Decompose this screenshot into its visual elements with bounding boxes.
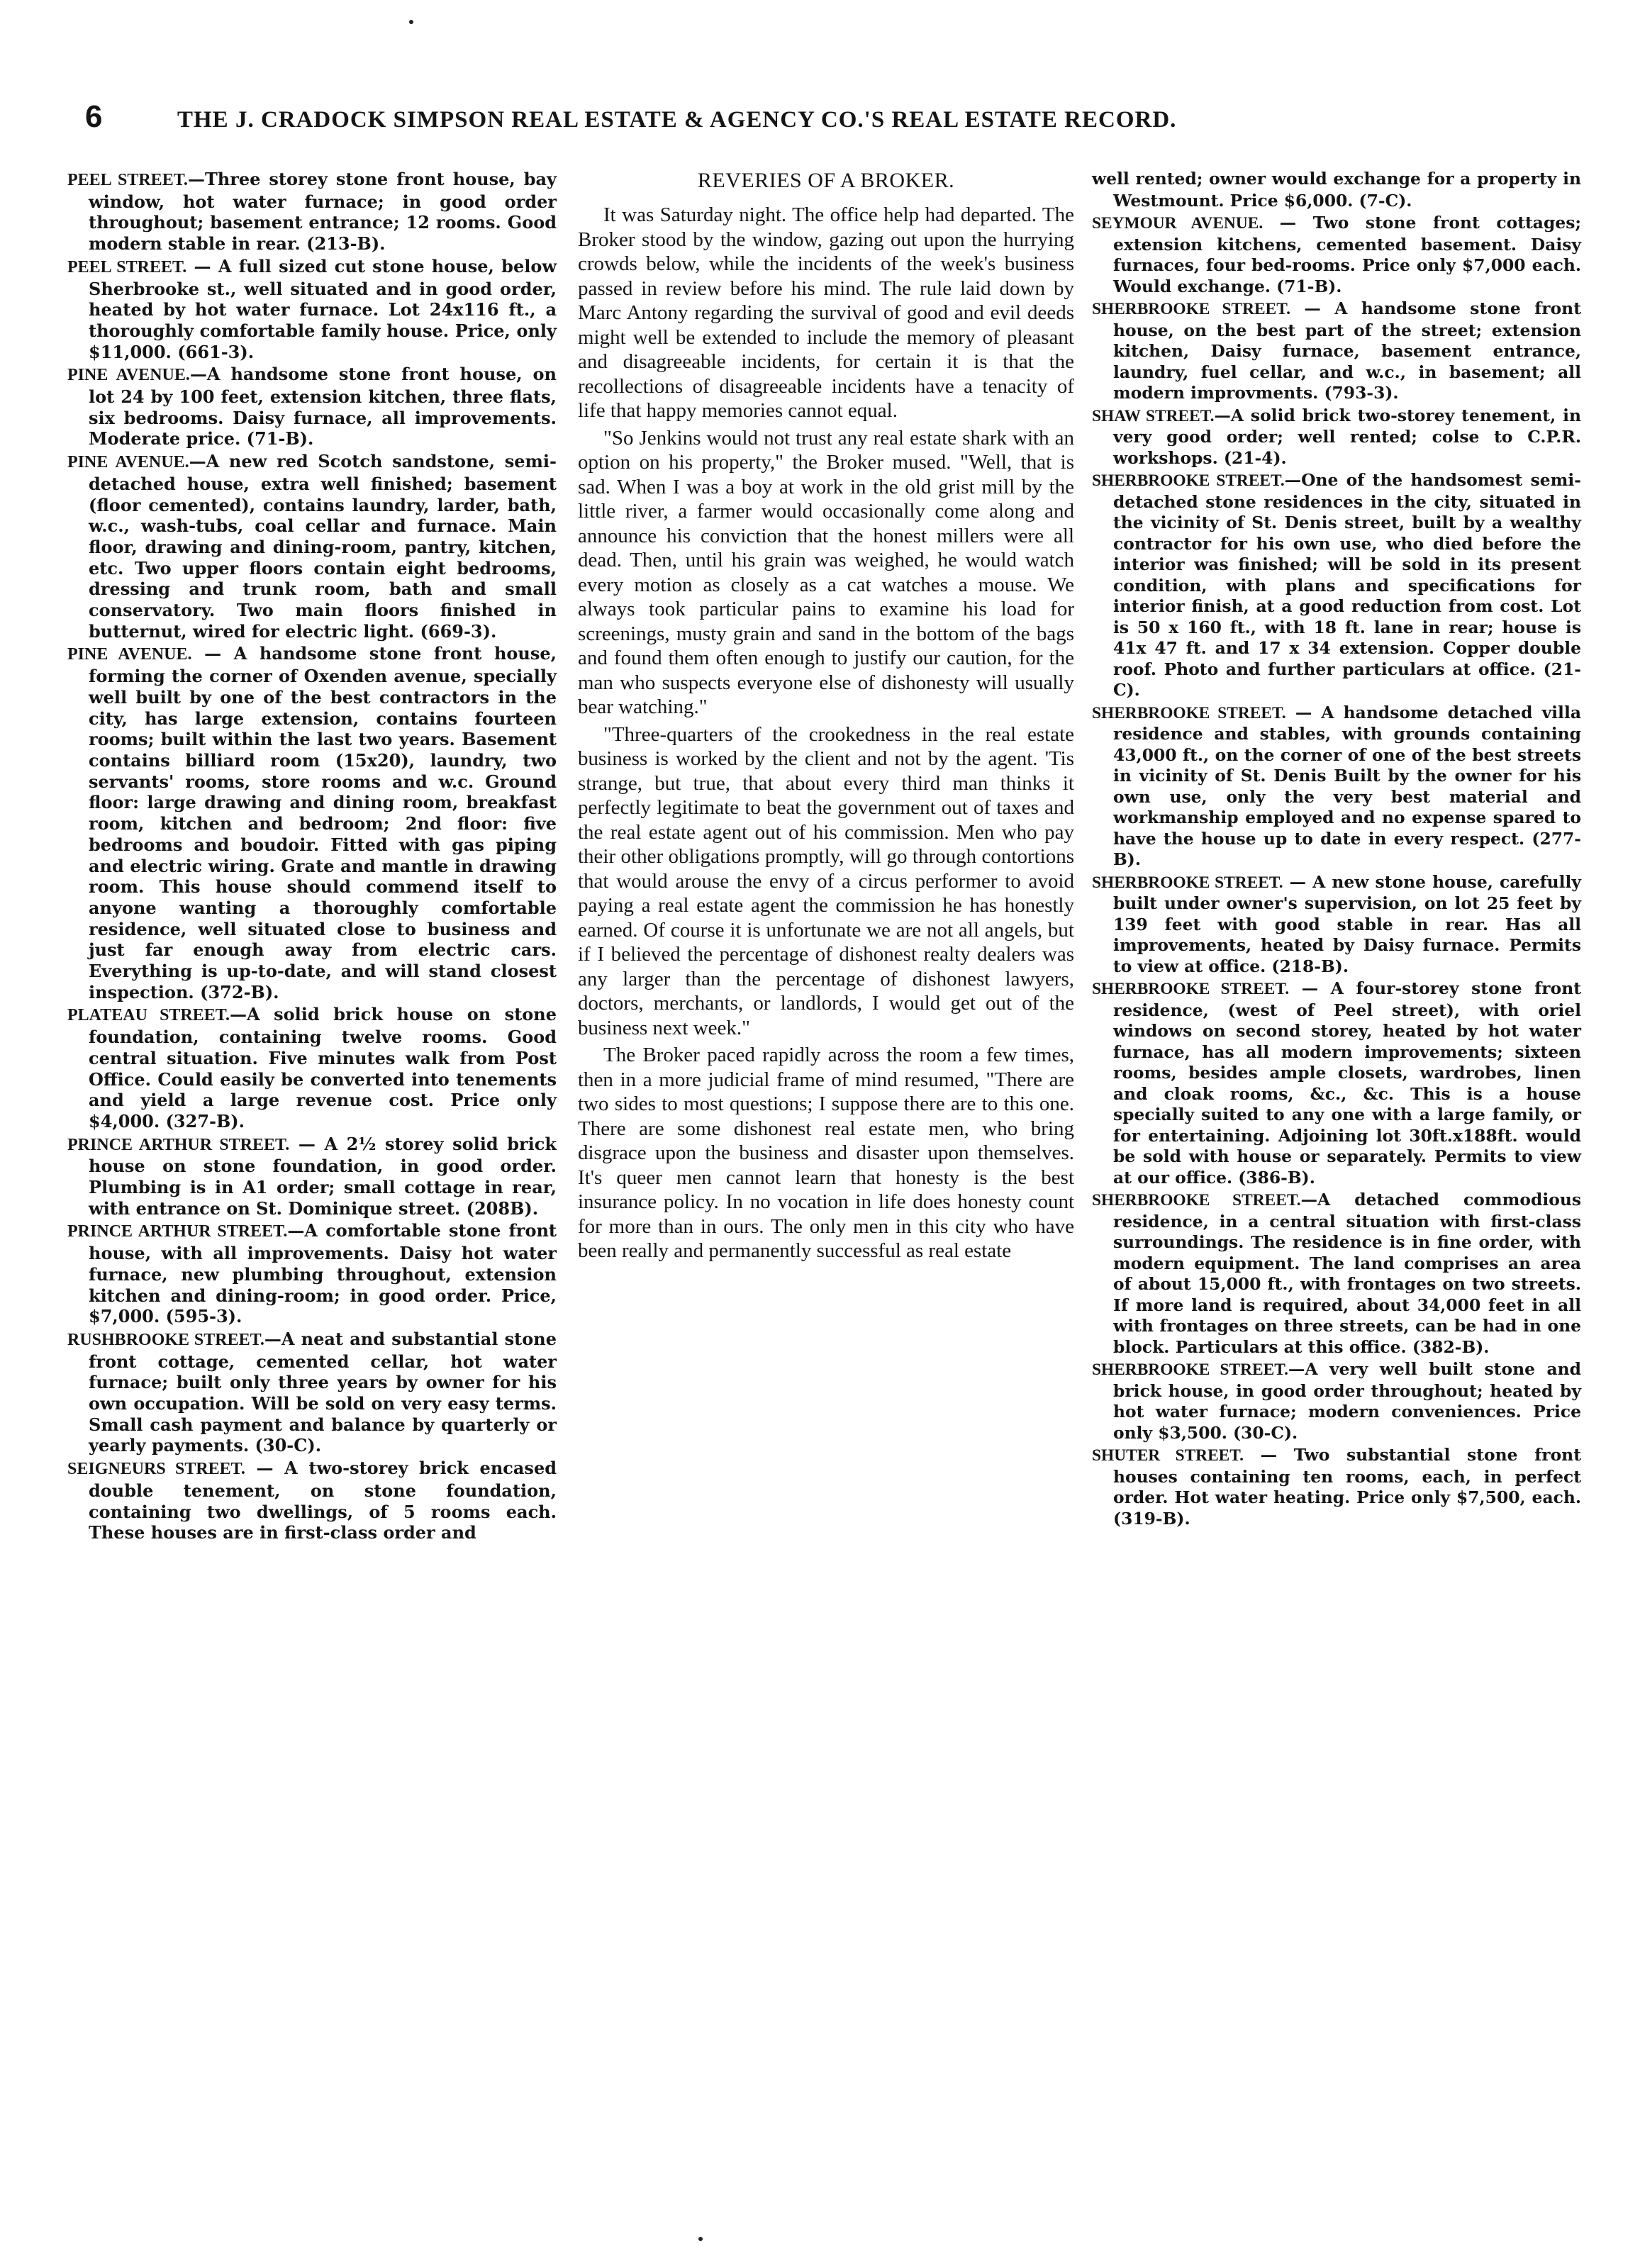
property-listing [1092,470,1581,701]
listing-description: —A handsome stone front house, on lot 24 by 100 feet, extension kitchen, three flats, six bedrooms. Daisy furnace, all improvements. Moderate price. (71-B). [89,364,557,449]
property-listing [67,1220,557,1327]
listing-description: — A handsome detached villa residence and stables, with grounds containing 43,000 ft., on the corner of one of the best streets in vicinity of St. Denis Built by the owner for his own use, only the very best material and workmanship employed and no expense spared to have the house up to date in every respect. (277-B). [1113,702,1581,869]
ink-dot [698,2237,703,2241]
property-listing [67,256,557,363]
listing-description: — Two substantial stone front houses containing ten rooms, each, in perfect order. Hot water heating. Price only $7,500, each. (319-B). [1113,1445,1581,1529]
listing-description: —A solid brick two-storey tenement, in very good order; well rented; colse to C.P.R. workshops. (21-4). [1113,405,1582,468]
property-listing [67,1458,557,1543]
ink-dot [409,20,413,24]
property-listing [67,451,557,642]
listing-street: SEYMOUR AVENUE. [1092,214,1264,233]
listing-description: —A new red Scotch sandstone, semi-detached house, extra well finished; basement (floor cemented), contains laundry, larder, bath, w.c., wash-tubs, coal cellar and furnace. Main floor, drawing and dining-room, pantry, kitchen, etc. Two upper floors contain eight bedrooms, dressing and trunk room, bath and small conservatory. Two main floors finished in butternut, wired for electric light. (669-3). [89,451,557,642]
listing-description: — A four-storey stone front residence, (west of Peel street), with oriel windows on second storey, heated by hot water furnace, has all modern improvements; sixteen rooms, besides ample closets, wardrobes, linen and cloak rooms, &c., &c. This is a house specially suited to any one with a large family, or for entertaining. Adjoining lot 30ft.x188ft. would be sold with house or separately. Permits to view at our office. (386-B). [1113,978,1582,1188]
listing-street: PEEL STREET. [67,257,187,276]
listing-street: PINE AVENUE. [67,366,190,385]
listing-description: —A neat and substantial stone front cottage, cemented cellar, hot water furnace; built only three years by owner for his own occupation. Will be sold on very easy terms. Small cash payment and balance by quarterly or yearly payments. (30-C). [89,1328,557,1456]
property-listing [1092,1359,1581,1443]
property-listing [1092,169,1581,211]
listing-description: —A detached commodious residence, in a central situation with first-class surroundings. The residence is in fine order, with modern equipment. The land comprises an area of about 15,000 ft., with frontages on two streets. If more land is required, about 34,000 feet in all with frontages on three streets, can be had in one block. Particulars at this office. (382-B). [1113,1190,1581,1357]
page-header [85,99,1560,135]
property-listing [1092,1190,1581,1358]
property-listing [1092,1445,1581,1529]
listings-column-right [1092,169,1581,1531]
property-listing [1092,872,1581,978]
listing-description: — A 2½ storey solid brick house on stone foundation, in good order. Plumbing is in A1 order; small cottage in rear, with entrance on St. Dominique street. (208B). [89,1133,557,1219]
page-number: 6 [85,99,103,134]
property-listing [1092,703,1581,871]
listing-street: SHERBROOKE STREET. [1092,1191,1301,1210]
listing-street: SHERBROOKE STREET. [1092,980,1290,998]
listing-description: — A full sized cut stone house, below Sherbrooke st., well situated and in good order, heated by hot water furnace. Lot 24x116 ft., a thoroughly comfortable family house. Price, only $11,000. (661-3). [89,255,557,362]
listing-street: SHERBROOKE STREET. [1092,300,1290,318]
listing-street: SHERBROOKE STREET. [1092,703,1286,722]
listings-column-left [67,169,557,1545]
property-listing [1092,406,1581,469]
article-paragraph: "So Jenkins would not trust any real estate shark with an option on his property," the Broker mused. "Well, that is sad. When I was a boy at work in the old grist mill by the little river, a farmer would occasionally come along and announce his conviction that the honest millers were all dead. Then, until his grain was weighed, he would watch every motion as closely as a cat watches a mouse. We always took particular pains to examine his load for screenings, musty grain and sand in the bottom of the bags and found them often enough to justify our caution, for the man who suspects everyone else of dishonesty will usually bear watching." [578,426,1074,718]
property-listing [67,1134,557,1219]
listing-description: —A comfortable stone front house, with all improvements. Daisy hot water furnace, new plumbing throughout, extension kitchen and dining-room; in good order. Price, $7,000. (595-3). [89,1220,557,1327]
property-listing [67,643,557,1002]
listing-street: PINE AVENUE. [67,453,189,472]
listing-street: SEIGNEURS STREET. [67,1460,245,1479]
article-paragraph: It was Saturday night. The office help had departed. The Broker stood by the window, gazing out upon the hurrying crowds below, while the incidents of the week's business passed in review before his mind. The rule laid down by Marc Antony regarding the survival of good and evil deeds might well be extended to include the memory of pleasant and disagreeable incidents, for certain it is that the recollections of disagreeable incidents have a tenacity of life that happy memories cannot equal. [578,203,1074,422]
listing-description: —A very well built stone and brick house, in good order throughout; heated by hot water furnace; modern conveniences. Price only $3,500. (30-C). [1113,1359,1582,1443]
article-column [578,169,1074,1266]
listing-street: RUSHBROOKE STREET. [67,1330,264,1349]
listing-street: PLATEAU STREET. [67,1006,230,1025]
listing-description: well rented; owner would exchange for a property in Westmount. Price $6,000. (7-C). [1092,169,1581,211]
listing-description: — A new stone house, carefully built under owner's supervision, on lot 25 feet by 139 feet with good stable in rear. Has all improvements, heated by Daisy furnace. Permits to view at office. (218-B). [1113,871,1581,976]
property-listing [67,1004,557,1132]
listing-street: SHERBROOKE STREET. [1092,873,1283,892]
listing-description: — A handsome stone front house, forming the corner of Oxenden avenue, specially well built by one of the best contractors in the city, has large extension, contains fourteen rooms; built within the last two years. Basement contains billiard room (15x20), laundry, two servants' rooms, store rooms and w.c. Ground floor: large drawing and dining room, breakfast room, kitchen and bedroom; 2nd floor: five bedrooms and boudoir. Fitted with gas piping and electric wiring. Grate and mantle in drawing room. This house should commend itself to anyone wanting a thoroughly comfortable residence, well situated close to business and just far enough away from electric cars. Everything is up-to-date, and will stand closest inspection. (372-B). [89,643,557,1002]
property-listing [1092,298,1581,404]
article-body [578,203,1074,1263]
listing-description: —Three storey stone front house, bay window, hot water furnace; in good order throughout; basement entrance; 12 rooms. Good modern stable in rear. (213-B). [89,169,557,255]
listing-description: — A handsome stone front house, on the best part of the street; extension kitchen, Daisy furnace, basement entrance, laundry, fuel cellar, and w.c., in basement; all modern improvments. (793-3). [1113,298,1581,403]
listing-description: —A solid brick house on stone foundation, containing twelve rooms. Good central situation. Five minutes walk from Post Office. Could easily be converted into tenements and yield a large revenue cost. Price only $4,000. (327-B). [89,1004,557,1132]
listing-street: SHUTER STREET. [1092,1446,1244,1465]
running-title: THE J. CRADOCK SIMPSON REAL ESTATE & AGENCY CO.'S REAL ESTATE RECORD. [177,107,1177,133]
article-paragraph: The Broker paced rapidly across the room a few times, then in a more judicial frame of mind resumed, "There are two sides to most questions; I suppose there are to this one. There are some dishonest real estate men, who bring disgrace upon the business and disaster upon themselves. It's queer men cannot learn that honesty is the best insurance policy. In no vocation in life does honesty count for more than in ours. The only men in this city who have been really and permanently successful as real estate [578,1044,1074,1262]
listing-description: — Two stone front cottages; extension kitchens, cemented basement. Daisy furnaces, four bed-rooms. Price only $7,000 each. Would exchange. (71-B). [1113,213,1581,296]
listing-street: PRINCE ARTHUR STREET. [67,1222,288,1241]
listing-street: SHERBROOKE STREET. [1092,1361,1288,1379]
property-listing [67,1329,557,1456]
listing-description: —One of the handsomest semi-detached stone residences in the city, situated in the vicinity of St. Denis street, built by a wealthy contractor for his own use, who died before the interior was finished; will be sold in its present condition, with plans and specifications for interior finish, at a good reduction from cost. Lot is 50 x 160 ft., with 18 ft. lane in rear; house is 41x 47 ft. and 17 x 34 extension. Copper double roof. Photo and further particulars at office. (21-C). [1113,470,1581,700]
property-listing [67,169,557,255]
listing-street: PRINCE ARTHUR STREET. [67,1135,290,1154]
listing-street: PINE AVENUE. [67,645,192,664]
listing-description: — A two-storey brick encased double tenement, on stone foundation, containing two dwellings, of 5 rooms each. These houses are in first-class order and [89,1458,557,1543]
property-listing [1092,213,1581,297]
article-title: REVERIES OF A BROKER. [697,169,955,192]
listing-street: PEEL STREET. [67,171,188,189]
listing-street: SHERBROOKE STREET. [1092,471,1285,490]
property-listing [1092,978,1581,1188]
property-listing [67,364,557,449]
article-paragraph: "Three-quarters of the crookedness in the real estate business is worked by the client and not by the agent. 'Tis strange, but true, that about every third man thinks it perfectly legitimate to beat the government out of taxes and the real estate agent out of his commission. Men who pay their other obligations promptly, will go through contortions that would arouse the envy of a circus performer to avoid paying a real estate agent the commission he has honestly earned. Of course it is unfortunate we are not all angels, but if I believed the percentage of dishonest realty dealers was any larger than the percentage of dishonest lawyers, doctors, merchants, or landlords, I would get out of the business next week." [578,722,1074,1039]
listing-street: SHAW STREET. [1092,406,1215,425]
